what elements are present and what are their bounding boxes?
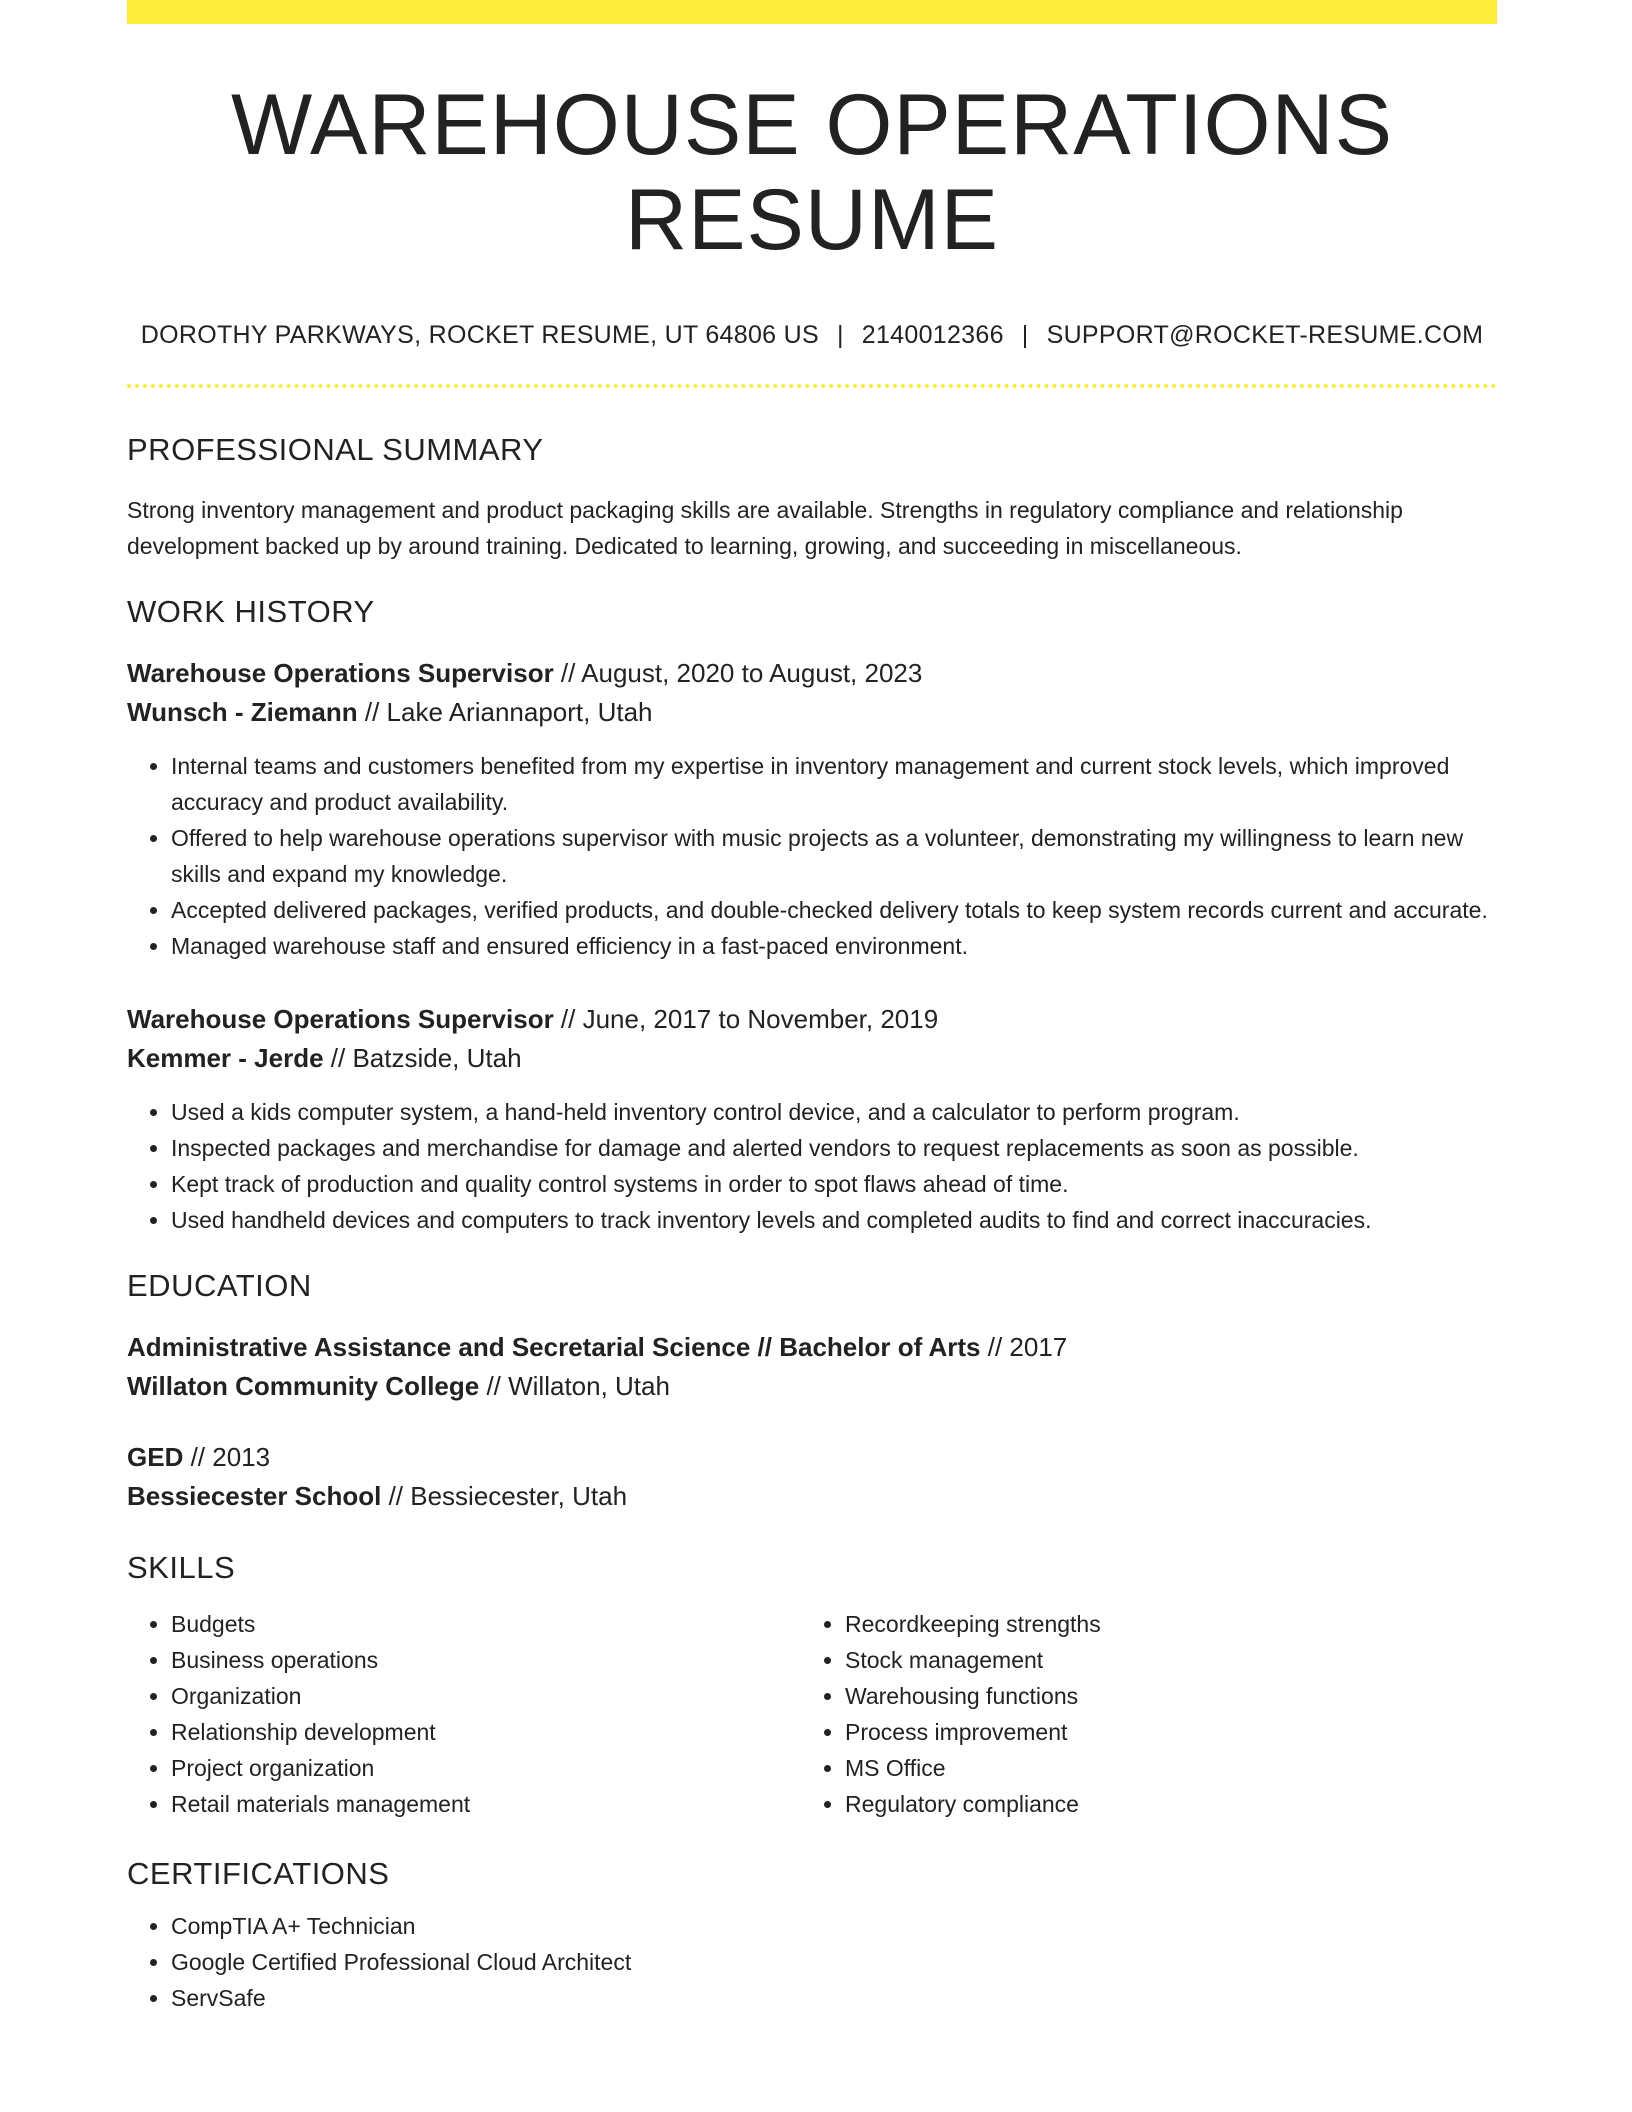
education-location: // Bessiecester, Utah [381, 1481, 628, 1512]
resume-title: WAREHOUSE OPERATIONS RESUME [230, 77, 1394, 268]
job-entry [127, 1000, 1497, 1238]
list-item: • Business operations [171, 1642, 801, 1678]
list-item: • Project organization [171, 1750, 801, 1786]
skills-list-left [127, 1606, 801, 1822]
job-title-line [127, 654, 1497, 693]
list-item: • Process improvement [845, 1714, 1475, 1750]
dotted-divider [127, 384, 1497, 388]
skills-columns [127, 1606, 1497, 1822]
job-title: Warehouse Operations Supervisor [127, 1004, 554, 1035]
job-title: Warehouse Operations Supervisor [127, 658, 554, 689]
job-company-line [127, 1039, 1497, 1078]
accent-top-bar [127, 0, 1497, 24]
list-item: • MS Office [845, 1750, 1475, 1786]
education-degree-line [127, 1328, 1497, 1367]
job-bullets [127, 1094, 1497, 1238]
list-item: • Organization [171, 1678, 801, 1714]
education-location: // Willaton, Utah [479, 1371, 670, 1402]
list-item: • Google Certified Professional Cloud Architect [171, 1944, 1497, 1980]
list-item: • Budgets [171, 1606, 801, 1642]
job-company: Kemmer - Jerde [127, 1043, 324, 1074]
list-item: • Retail materials management [171, 1786, 801, 1822]
education-school-line [127, 1367, 1497, 1406]
contact-address: DOROTHY PARKWAYS, ROCKET RESUME, UT 64806 US [140, 321, 819, 350]
education-degree-line [127, 1438, 1497, 1477]
job-dates: // August, 2020 to August, 2023 [553, 658, 923, 689]
list-item: • Used a kids computer system, a hand-held inventory control device, and a calculator to perform program. [171, 1094, 1497, 1130]
education-degree: GED [127, 1442, 184, 1473]
contact-line [127, 321, 1497, 350]
list-item: • Recordkeeping strengths [845, 1606, 1475, 1642]
skills-heading: SKILLS [127, 1550, 236, 1586]
list-item: • Stock management [845, 1642, 1475, 1678]
list-item: • Managed warehouse staff and ensured efficiency in a fast-paced environment. [171, 928, 1497, 964]
list-item: • Kept track of production and quality control systems in order to spot flaws ahead of time. [171, 1166, 1497, 1202]
education-year: // 2017 [980, 1332, 1068, 1363]
list-item: • Relationship development [171, 1714, 801, 1750]
work-history-heading: WORK HISTORY [127, 594, 375, 630]
certifications-heading: CERTIFICATIONS [127, 1856, 390, 1892]
list-item: • Internal teams and customers benefited from my expertise in inventory management and current stock levels, which improved accuracy and product availability. [171, 748, 1497, 820]
contact-phone: 2140012366 [861, 321, 1004, 350]
education-school-line [127, 1477, 1497, 1516]
skills-list-right [801, 1606, 1475, 1822]
job-company-line [127, 693, 1497, 732]
summary-heading: PROFESSIONAL SUMMARY [127, 432, 544, 468]
job-bullets [127, 748, 1497, 964]
list-item: • Offered to help warehouse operations supervisor with music projects as a volunteer, demonstrating my willingness to learn new skills and expand my knowledge. [171, 820, 1497, 892]
job-entry [127, 654, 1497, 964]
list-item: • Regulatory compliance [845, 1786, 1475, 1822]
job-title-line [127, 1000, 1497, 1039]
list-item: • Used handheld devices and computers to track inventory levels and completed audits to find and correct inaccuracies. [171, 1202, 1497, 1238]
education-degree: Administrative Assistance and Secretarial Science // Bachelor of Arts [127, 1332, 981, 1363]
resume-page [127, 0, 1497, 2016]
contact-email: SUPPORT@ROCKET-RESUME.COM [1046, 321, 1484, 350]
list-item: • CompTIA A+ Technician [171, 1908, 1497, 1944]
job-dates: // June, 2017 to November, 2019 [553, 1004, 939, 1035]
contact-separator: | [836, 321, 844, 350]
contact-separator: | [1021, 321, 1029, 350]
list-item: • Warehousing functions [845, 1678, 1475, 1714]
list-item: • Accepted delivered packages, verified products, and double-checked delivery totals to keep system records current and accurate. [171, 892, 1497, 928]
education-entry [127, 1328, 1497, 1406]
job-company: Wunsch - Ziemann [127, 697, 358, 728]
job-location: // Lake Ariannaport, Utah [357, 697, 653, 728]
certifications-list [127, 1908, 1497, 2016]
job-location: // Batzside, Utah [323, 1043, 522, 1074]
education-year: // 2013 [183, 1442, 271, 1473]
list-item: • Inspected packages and merchandise for damage and alerted vendors to request replacements as soon as possible. [171, 1130, 1497, 1166]
summary-text: Strong inventory management and product packaging skills are available. Strengths in regulatory compliance and relationship development backed up by around training. Dedicated to learning, growing, and succeeding in miscellaneous. [127, 497, 1403, 560]
education-school: Bessiecester School [127, 1481, 382, 1512]
list-item: • ServSafe [171, 1980, 1497, 2016]
education-heading: EDUCATION [127, 1268, 312, 1304]
education-school: Willaton Community College [127, 1371, 480, 1402]
education-entry [127, 1438, 1497, 1516]
